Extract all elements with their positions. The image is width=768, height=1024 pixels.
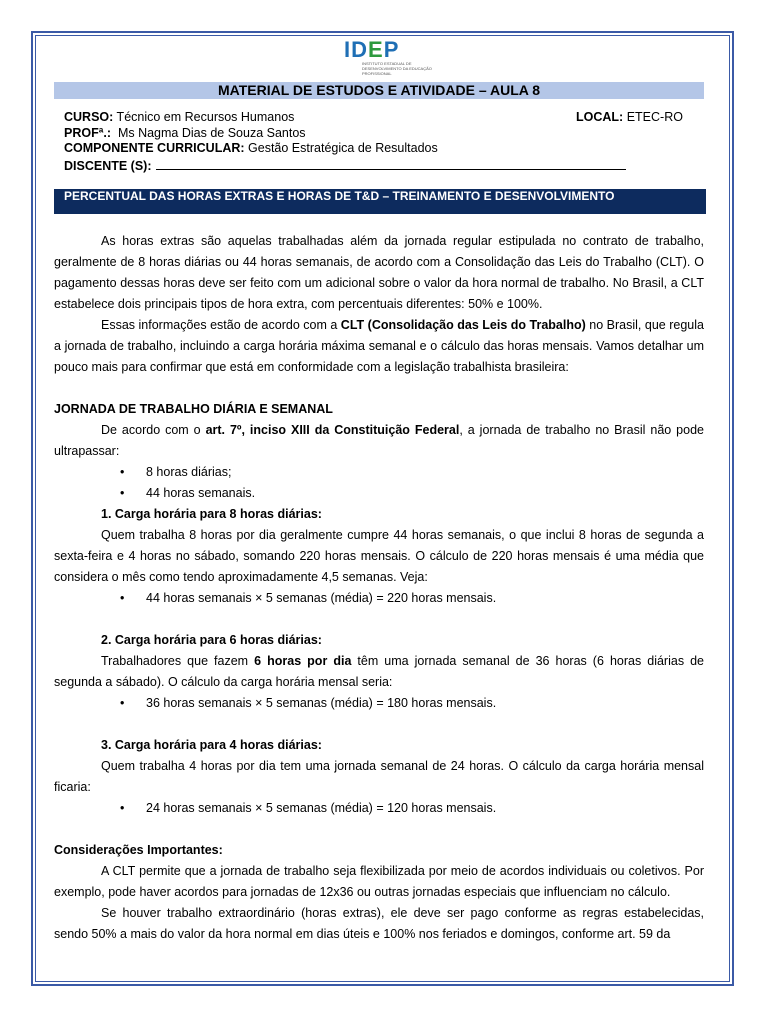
paragraph-trabalho-extraordinario: Se houver trabalho extraordinário (horas extras), ele deve ser pago conforme as regras estabelecidas, sendo 50% a mais do valor da hora normal em dias úteis e 100% nos feriados e domingos, conforme art. 59 da [54, 906, 704, 941]
text-run: , a jornada de trabalho no Brasil não pode ultrapassar: [54, 423, 704, 458]
logo-letter: D [351, 37, 367, 62]
paragraph-8-horas: Quem trabalha 8 horas por dia geralmente cumpre 44 horas semanais, o que inclui 8 horas de segunda a sexta-feira e 4 horas no sábado, somando 220 horas mensais. O cálculo de 220 horas mensais é uma média que considera o mês como tendo aproximadamente 4,5 semanas. Veja: [54, 528, 704, 584]
prof-label: PROFª.: [64, 125, 111, 140]
curso-label: CURSO: [64, 110, 114, 124]
header-info [64, 110, 694, 172]
heading-4-horas: 3. Carga horária para 4 horas diárias: [101, 738, 322, 752]
paragraph-4-horas: Quem trabalha 4 horas por dia tem uma jornada semanal de 24 horas. O cálculo da carga horária mensal ficaria: [54, 759, 704, 794]
spacer [54, 714, 704, 735]
paragraph-clt [54, 315, 704, 378]
paragraph-flexibilizacao: A CLT permite que a jornada de trabalho seja flexibilizada por meio de acordos individuais ou coletivos. Por exemplo, pode haver acordos para jornadas de 12x36 ou outras jornadas especiais que influenciam no cálculo. [54, 864, 704, 899]
paragraph-horas-extras: As horas extras são aquelas trabalhadas além da jornada regular estipulada no contrato de trabalho, geralmente de 8 horas diárias ou 44 horas semanais, de acordo com a Consolidação das Leis do Trabalho (CLT). O pagamento dessas horas deve ser feito com um adicional sobre o valor da hora normal de trabalho. No Brasil, a CLT estabelece dois principais tipos de hora extra, com percentuais diferentes: 50% e 100%. [54, 234, 704, 311]
list-item: • 36 horas semanais × 5 semanas (média) = 180 horas mensais. [54, 693, 704, 714]
logo-letter: P [383, 37, 398, 62]
logo-letter: E [368, 37, 382, 62]
discente-label: DISCENTE (S): [64, 158, 152, 173]
curso-value: Técnico em Recursos Humanos [113, 110, 295, 124]
document-title: MATERIAL DE ESTUDOS E ATIVIDADE – AULA 8 [54, 82, 704, 99]
text-run: no Brasil, que regula a jornada de trabalho, incluindo a carga horária máxima semanal e o cálculo das horas mensais. Vamos detalhar um pouco mais para confirmar que está em conformidade com a legislação trabalhista brasileira: [54, 318, 704, 374]
spacer [54, 609, 704, 630]
spacer [54, 819, 704, 840]
discente-row [64, 157, 694, 173]
bold-run: CLT (Consolidação das Leis do Trabalho) [340, 318, 586, 332]
heading-6-horas: 2. Carga horária para 6 horas diárias: [101, 633, 322, 647]
list-item: • 44 horas semanais. [54, 483, 704, 504]
text-run: Essas informações estão de acordo com a [101, 318, 341, 332]
idep-logo [344, 37, 454, 76]
logo-subtitle: INSTITUTO ESTADUAL DE DESENVOLVIMENTO DA EDUCAÇÃO PROFISSIONAL [362, 61, 432, 76]
text-run: têm uma jornada semanal de 36 horas (6 horas diárias de segunda a sábado). O cálculo da carga horária mensal seria: [54, 654, 705, 689]
heading-8-horas: 1. Carga horária para 8 horas diárias: [101, 507, 322, 521]
componente-row [64, 141, 694, 157]
componente-value: Gestão Estratégica de Resultados [244, 141, 438, 156]
prof-value: Ms Nagma Dias de Souza Santos [111, 125, 306, 140]
paragraph-6-horas [54, 651, 704, 693]
list-item: • 24 horas semanais × 5 semanas (média) = 120 horas mensais. [54, 798, 704, 819]
local-value: ETEC-RO [623, 110, 683, 124]
curso-row [64, 110, 694, 126]
local-field [576, 110, 683, 126]
heading-jornada: JORNADA DE TRABALHO DIÁRIA E SEMANAL [54, 402, 333, 416]
text-run: Trabalhadores que fazem [101, 654, 255, 668]
text-run: De acordo com o [101, 423, 206, 437]
logo-wordmark [344, 39, 397, 61]
spacer [54, 378, 704, 399]
logo-letter: I [344, 37, 350, 62]
bold-run: art. 7º, inciso XIII da Constituição Federal [205, 423, 460, 437]
section-title-bar: PERCENTUAL DAS HORAS EXTRAS E HORAS DE T&D – TREINAMENTO E DESENVOLVIMENTO [54, 189, 706, 214]
heading-consideracoes: Considerações Importantes: [54, 843, 223, 857]
local-label: LOCAL: [576, 110, 624, 124]
list-item: • 8 horas diárias; [54, 462, 704, 483]
componente-label: COMPONENTE CURRICULAR: [64, 141, 245, 156]
professor-row [64, 126, 694, 142]
document-body [54, 231, 704, 945]
paragraph-constituicao [54, 420, 704, 462]
discente-blank-line[interactable] [156, 157, 626, 170]
bold-run: 6 horas por dia [254, 654, 352, 668]
list-item: • 44 horas semanais × 5 semanas (média) = 220 horas mensais. [54, 588, 704, 609]
